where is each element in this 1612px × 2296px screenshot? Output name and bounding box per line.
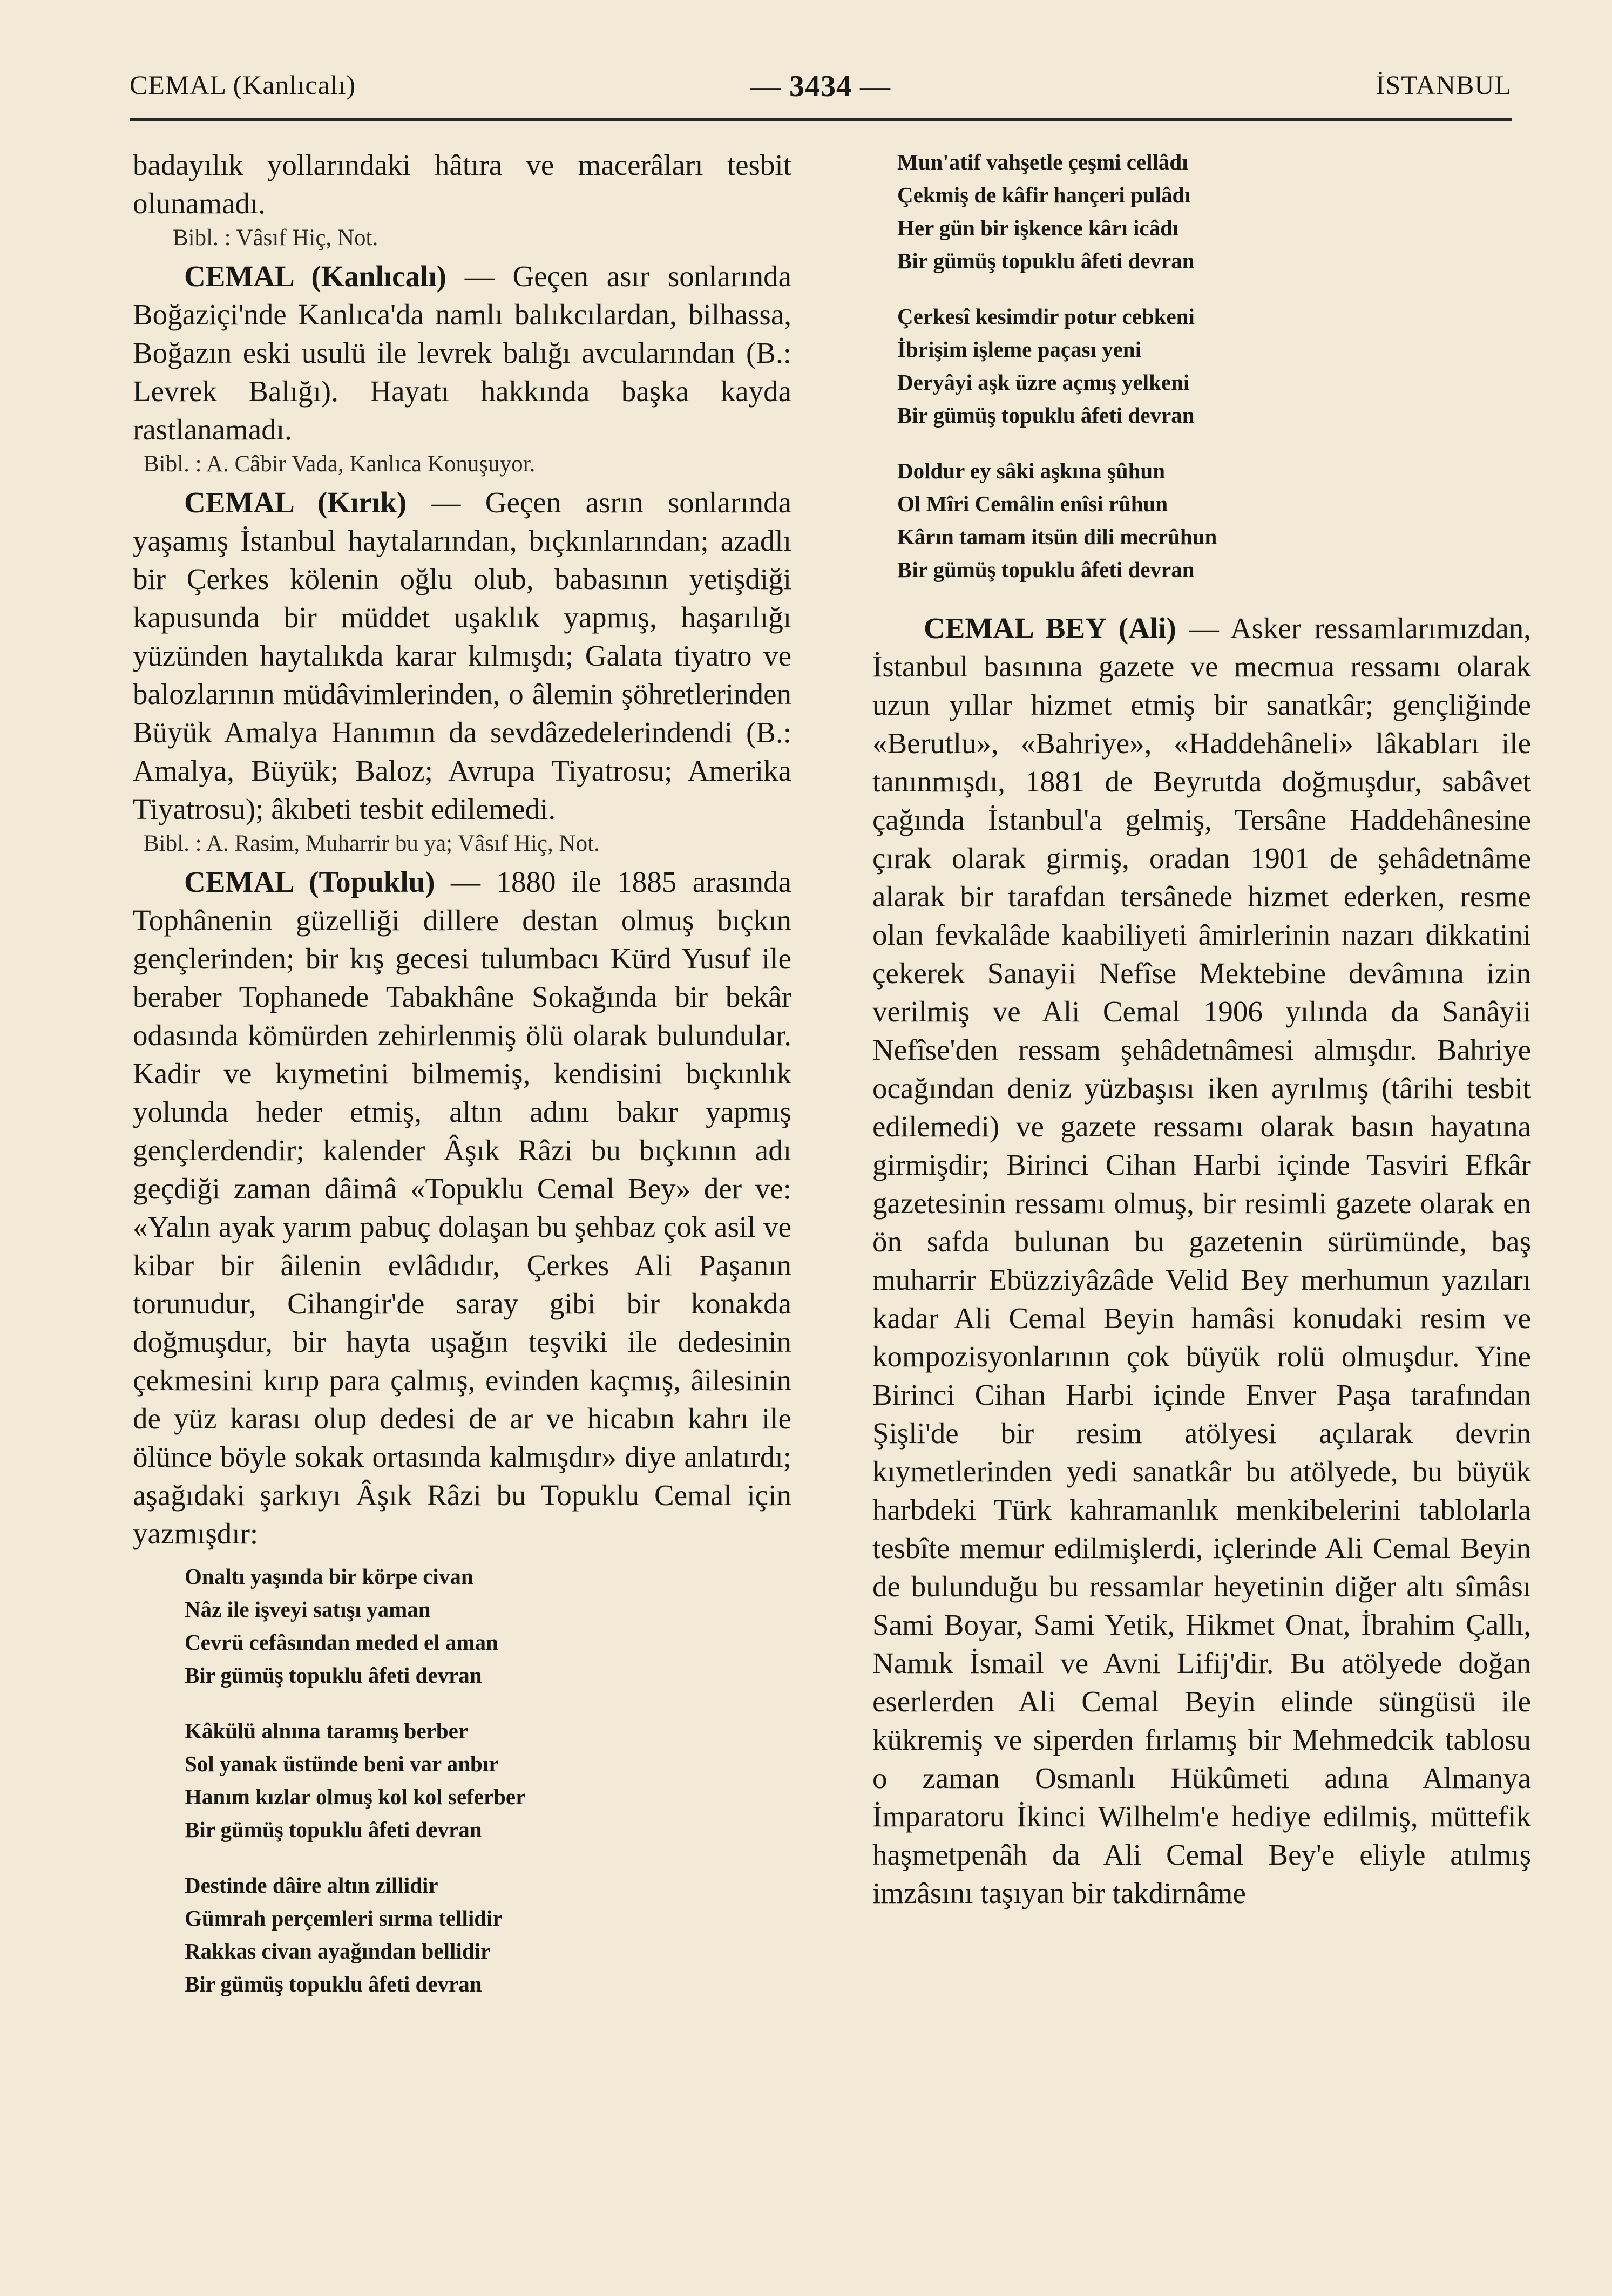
entry-headword: CEMAL (Kanlıcalı) [184, 260, 446, 293]
verse-line: Onaltı yaşında bir körpe civan [185, 1564, 473, 1589]
verse-line: Bir gümüş topuklu âfeti devran [897, 403, 1195, 428]
verse-line: Çerkesî kesimdir potur cebkeni [897, 304, 1195, 329]
verse-line: Rakkas civan ayağından bellidir [185, 1939, 491, 1963]
song-lyrics-continued [897, 146, 1531, 586]
verse-line: Sol yanak üstünde beni var anbır [185, 1751, 499, 1776]
bibliography: Bibl. : A. Rasim, Muharrir bu ya; Vâsıf Hiç, Not. [144, 831, 600, 856]
bibliography: Bibl. : Vâsıf Hiç, Not. [173, 225, 378, 250]
verse-line: Hanım kızlar olmuş kol kol seferber [185, 1784, 526, 1809]
verse-line: Bir gümüş topuklu âfeti devran [897, 557, 1195, 582]
verse-line: Çekmiş de kâfir hançeri pulâdı [897, 182, 1191, 207]
header-encyclopedia-name: İSTANBUL [1376, 70, 1512, 100]
stanza [897, 300, 1531, 432]
verse-line: Gümrah perçemleri sırma tellidir [185, 1906, 503, 1931]
verse-line: Bir gümüş topuklu âfeti devran [897, 248, 1195, 273]
entry-headword: CEMAL (Kırık) [184, 486, 407, 519]
song-lyrics [185, 1560, 791, 2001]
verse-line: İbrişim işleme paçası yeni [897, 337, 1142, 362]
page-number: — 3434 — [750, 70, 891, 103]
continued-paragraph: badayılık yollarındaki hâtıra ve macerâları tesbit olunamadı. [133, 148, 791, 220]
verse-line: Bir gümüş topuklu âfeti devran [185, 1663, 482, 1688]
stanza [185, 1715, 791, 1846]
entry-cemal-kirik [133, 483, 791, 828]
entry-text: — 1880 ile 1885 arasında Tophânenin güzelliği dillere destan olmuş bıçkın gençlerinden; bir kış gecesi tulumbacı Kürd Yusuf ile beraber Tophanede Tabakhâne Sokağında bir bekâr odasında kömürden zehirlenmiş ölü olarak bulundular. Kadir ve kıymetini bilmemiş, kendisini bıçkınlık yolunda heder etmiş, altın adını bakır yapmış gençlerdendir; kalender Âşık Râzi bu bıçkının adı geçdiği zaman dâimâ «Topuklu Cemal Bey» der ve: «Yalın ayak yarım pabuç dolaşan bu şehbaz çok asil ve kibar bir âilenin evlâdıdır, Çerkes Ali Paşanın torunudur, Cihangir'de saray gibi bir konakda doğmuşdur, bir hayta uşağın teşviki ile dedesinin çekmesini kırıp para çalmış, evinden kaçmış, âilesinin de yüz karası olup dedesi de ar ve hicabın kahrı ile ölünce böyle sokak ortasında kalmışdır» diye anlatırdı; aşağıdaki şarkıyı Âşık Râzi bu Topuklu Cemal için yazmışdır: [133, 865, 791, 1550]
verse-line: Ol Mîri Cemâlin enîsi rûhun [897, 491, 1168, 516]
verse-line: Kâkülü alnına taramış berber [185, 1718, 469, 1743]
entry-text: — Geçen asrın sonlarında yaşamış İstanbul haytalarından, bıçkınlarından; azadlı bir Çerkes kölenin oğlu olub, babasının yetişdiği kapusunda bir müddet uşaklık yapmış, haşarılığı yüzünden haytalıkda karar kılmışdı; Galata tiyatro ve balozlarının müdâvimlerinden, o âlemin şöhretlerinden Büyük Amalya Hanımın da sevdâzedelerindendi (B.: Amalya, Büyük; Baloz; Avrupa Tiyatrosu; Amerika Tiyatrosu); âkıbeti tesbit edilemedi. [133, 486, 791, 825]
right-column [872, 146, 1531, 1912]
verse-line: Nâz ile işveyi satışı yaman [185, 1597, 431, 1622]
page-header [130, 69, 1512, 112]
entry-cemal-topuklu [133, 863, 791, 1553]
verse-line: Doldur ey sâki aşkına şûhun [897, 458, 1166, 483]
verse-line: Bir gümüş topuklu âfeti devran [185, 1972, 482, 1996]
verse-line: Mun'atif vahşetle çeşmi cellâdı [897, 150, 1188, 174]
entry-headword: CEMAL (Topuklu) [184, 865, 435, 898]
verse-line: Deryâyi aşk üzre açmış yelkeni [897, 370, 1190, 395]
verse-line: Kârın tamam itsün dili mecrûhun [897, 524, 1217, 549]
stanza [897, 146, 1531, 277]
verse-line: Bir gümüş topuklu âfeti devran [185, 1817, 482, 1842]
entry-headword: CEMAL BEY (Ali) [924, 612, 1176, 645]
stanza [897, 455, 1531, 586]
stanza [185, 1869, 791, 2001]
entry-text: — Asker ressamlarımızdan, İstanbul basınına gazete ve mecmua ressamı olarak uzun yıllar hizmet etmiş bir sanatkâr; gençliğinde «Berutlu», «Bahriye», «Haddehâneli» lâkabları ile tanınmışdı, 1881 de Beyrutda doğmuşdur, sabâvet çağında İstanbul'a gelmiş, Tersâne Haddehânesine çırak olarak girmiş, oradan 1901 de şehâdetnâme alarak bir tarafdan tersânede hizmet ederken, resme olan fevkalâde kaabiliyeti âmirlerinin nazarı dikkatini çekerek Sanayii Nefîse Mektebine devâmına izin verilmiş ve Ali Cemal 1906 yılında da Sanâyii Nefîse'den ressam şehâdetnâmesi almışdır. Bahriye ocağından deniz yüzbaşısı iken ayrılmış (târihi tesbit edilemedi) ve gazete ressamı olarak basın hayatına girmişdir; Birinci Cihan Harbi içinde Tasviri Efkâr gazetesinin ressamı olmuş, bir resimli gazete olarak en ön safda bulunan bu gazetenin sürümünde, baş muharrir Ebüzziyâzâde Velid Bey merhumun yazıları kadar Ali Cemal Beyin hamâsi konudaki resim ve kompozisyonlarının çok büyük rolü olmuşdur. Yine Birinci Cihan Harbi içinde Enver Paşa tarafından Şişli'de bir resim atölyesi açılarak devrin kıymetlerinden yedi sanatkâr bu atölyede, bu büyük harbdeki Türk kahramanlık menkibelerini tablolarla tesbîte memur edilmişlerdi, içlerinde Ali Cemal Beyin de bulunduğu bu ressamlar heyetinin diğer altı sîmâsı Sami Boyar, Sami Yetik, Hikmet Onat, İbrahim Çallı, Namık İsmail ve Avni Lifij'dir. Bu atölyede doğan eserlerden Ali Cemal Beyin elinde süngüsü ile kükremiş ve siperden fırlamış bir Mehmedcik tablosu o zaman Osmanlı Hükûmeti adına Almanya İmparatoru İkinci Wilhelm'e hediye edilmiş, müttefik haşmetpenâh da Ali Cemal Bey'e eliyle atılmış imzâsını taşıyan bir takdirnâme [872, 612, 1531, 1909]
entry-text: — Geçen asır sonlarında Boğaziçi'nde Kanlıca'da namlı balıkcılardan, bilhassa, Boğazın eski usulü ile levrek balığı avcularından (B.: Levrek Balığı). Hayatı hakkında başka kayda rastlanamadı. [133, 260, 791, 446]
bibliography: Bibl. : A. Câbir Vada, Kanlıca Konuşuyor. [144, 451, 536, 477]
entry-cemal-bey-ali [872, 609, 1531, 1912]
header-rule [130, 118, 1512, 121]
left-column [133, 146, 791, 2023]
entry-cemal-kanlicali [133, 257, 791, 449]
verse-line: Destinde dâire altın zillidir [185, 1873, 438, 1898]
verse-line: Her gün bir işkence kârı icâdı [897, 215, 1179, 240]
header-running-title: CEMAL (Kanlıcalı) [130, 70, 356, 100]
verse-line: Cevrü cefâsından meded el aman [185, 1630, 498, 1655]
stanza [185, 1560, 791, 1692]
